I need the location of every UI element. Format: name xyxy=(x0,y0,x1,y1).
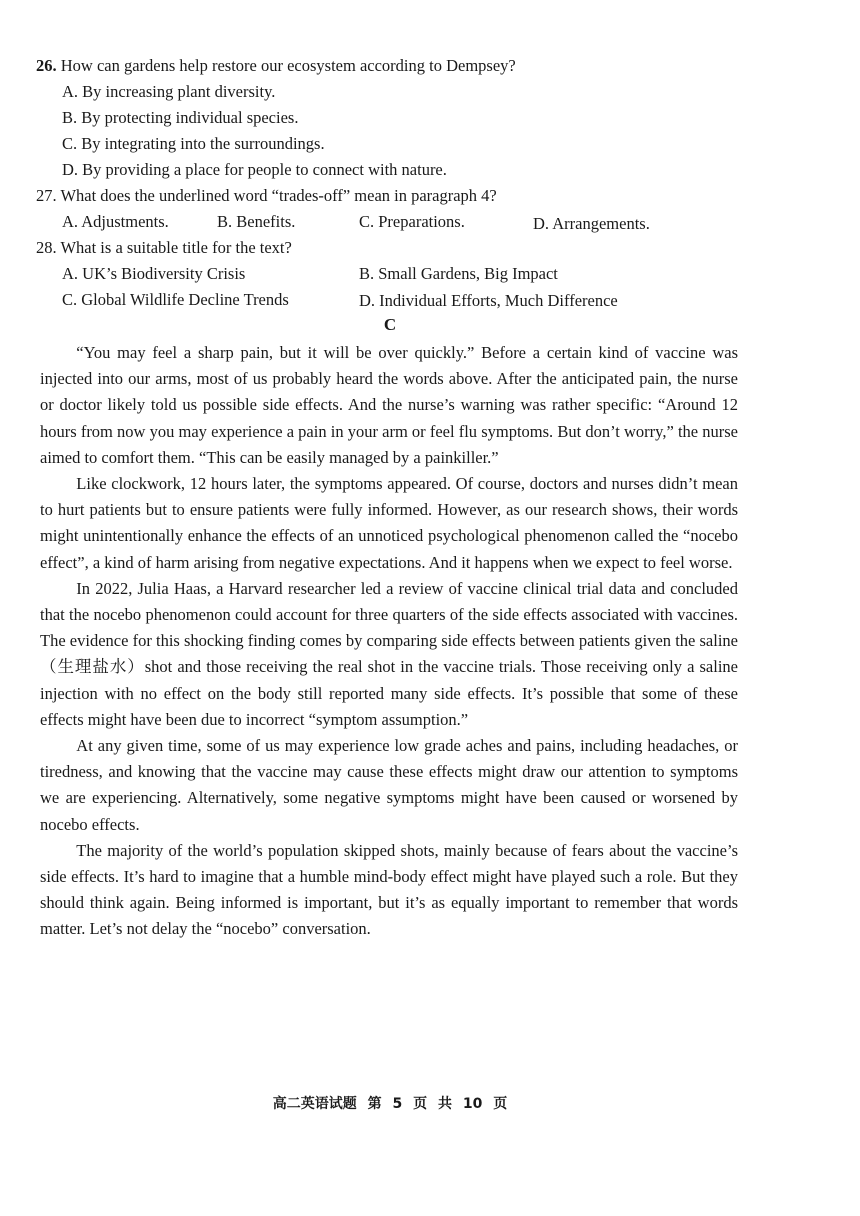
section-heading: C xyxy=(383,315,397,334)
option-28a: A. UK’s Biodiversity Crisis xyxy=(62,264,246,283)
option-28d: D. Individual Efforts, Much Difference xyxy=(359,291,618,310)
paragraph-2: Like clockwork, 12 hours later, the symptoms appeared. Of course, doctors and nurses didn’t mean to hurt patients but to ensure patients were fully informed. However, as our research shows, their words might unintentionally enhance the effects of an unnoticed psychological phenomenon called the “nocebo effect”, a kind of harm arising from negative expectations. And it happens when we expect to feel worse. xyxy=(40,474,738,572)
paragraph-5: The majority of the world’s population skipped shots, mainly because of fears about the vaccine’s side effects. It’s hard to imagine that a humble mind-body effect might have played such a role. But they should think again. Being informed is important, but it’s as equally important to remember that words matter. Let’s not delay the “nocebo” conversation. xyxy=(40,840,738,939)
question-text: What is a suitable title for the text? xyxy=(60,238,292,257)
option-27b: B. Benefits. xyxy=(217,212,296,231)
question-27-stem xyxy=(36,185,497,207)
paragraph-1: “You may feel a sharp pain, but it will be over quickly.” Before a certain kind of vaccine was injected into our arms, most of us probably heard the words above. After the anticipated pain, the nurse or doctor likely told us possible side effects. And the nurse’s warning was rather specific: “Around 12 hours from now you may experience a pain in your arm or feel flu symptoms. But don’t worry,” the nurse aimed to comfort them. “This can be easily managed by a painkiller.” xyxy=(40,343,738,467)
option-26b: B. By protecting individual species. xyxy=(62,108,299,127)
reading-passage xyxy=(40,340,738,943)
question-26-stem xyxy=(36,55,516,77)
option-27d: D. Arrangements. xyxy=(533,214,650,233)
option-28b: B. Small Gardens, Big Impact xyxy=(359,264,558,283)
paragraph-3: In 2022, Julia Haas, a Harvard researcher led a review of vaccine clinical trial data and concluded that the nocebo phenomenon could account for three quarters of the side effects associated with vaccines. The evidence for this shocking finding comes by comparing side effects between patients given the saline（生理盐水）shot and those receiving the real shot in the vaccine trials. Those receiving only a saline injection with no effect on the body still reported many side effects. It’s possible that some of these effects might have been due to incorrect “symptom assumption.” xyxy=(40,578,738,729)
option-26a: A. By increasing plant diversity. xyxy=(62,82,276,101)
question-number: 27. xyxy=(36,186,57,205)
question-28-stem xyxy=(36,237,292,259)
option-26d: D. By providing a place for people to connect with nature. xyxy=(62,160,447,179)
question-number: 26. xyxy=(36,56,57,75)
option-27c: C. Preparations. xyxy=(359,212,465,231)
page-footer: 高二英语试题 第 5 页 共 10 页 xyxy=(272,1096,508,1112)
option-27a: A. Adjustments. xyxy=(62,212,169,231)
question-number: 28. xyxy=(36,238,57,257)
option-28c: C. Global Wildlife Decline Trends xyxy=(62,290,289,309)
question-text: What does the underlined word “trades-off” mean in paragraph 4? xyxy=(60,186,497,205)
option-26c: C. By integrating into the surroundings. xyxy=(62,134,325,153)
question-text: How can gardens help restore our ecosystem according to Dempsey? xyxy=(60,56,516,75)
paragraph-4: At any given time, some of us may experience low grade aches and pains, including headaches, or tiredness, and knowing that the vaccine may cause these effects might draw our attention to symptoms we are experiencing. Alternatively, some negative symptoms might have been caused or worsened by nocebo effects. xyxy=(40,736,738,834)
